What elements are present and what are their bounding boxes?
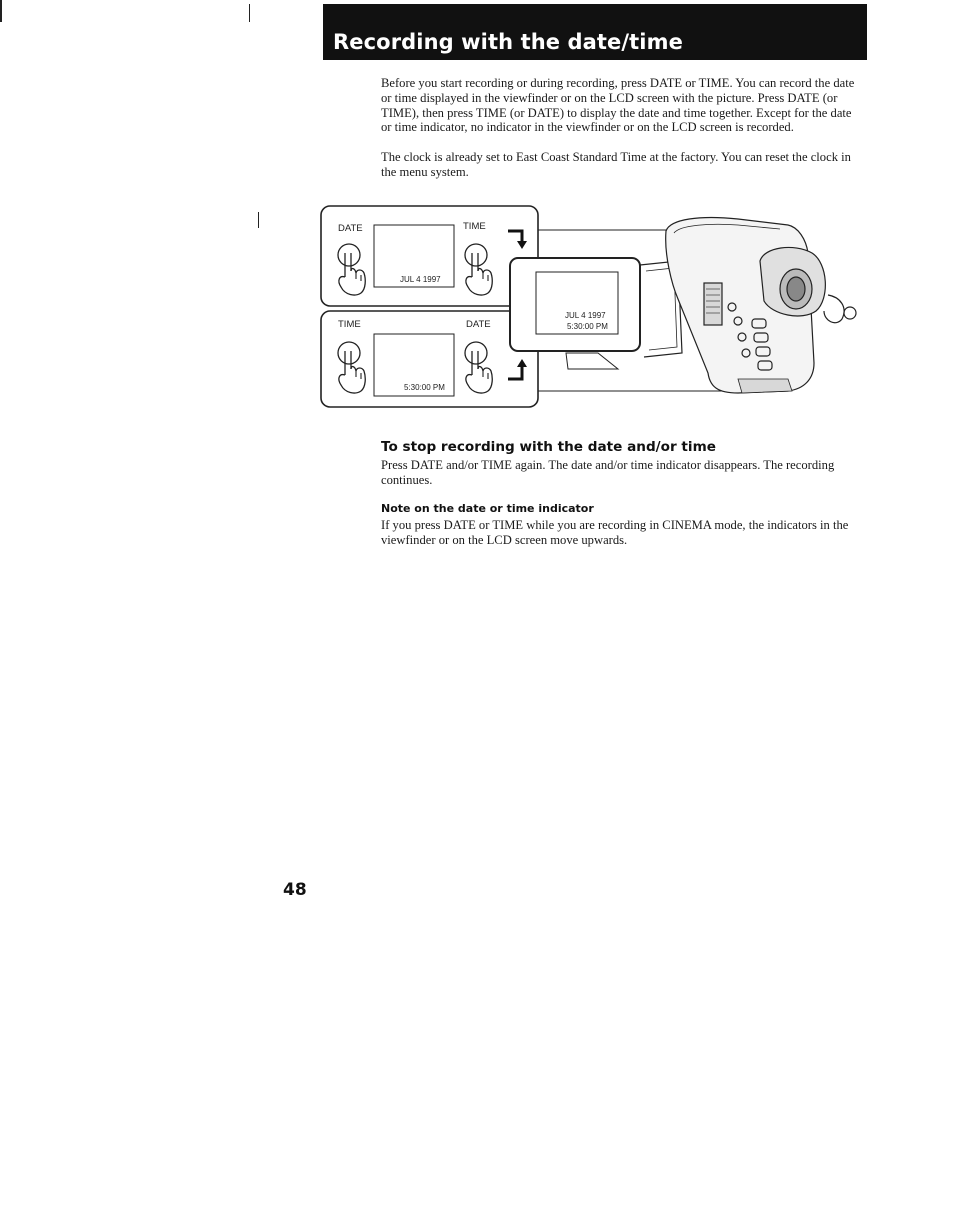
bottom-screen-time: 5:30:00 PM <box>404 383 445 392</box>
note-section-body: If you press DATE or TIME while you are recording in CINEMA mode, the indicators in the viewfinder or on the LCD screen move upwards. <box>381 518 849 547</box>
clock-paragraph: The clock is already set to East Coast Standard Time at the factory. You can reset the clock in the menu system. <box>381 150 851 179</box>
lcd-date-readout: JUL 4 1997 <box>565 311 606 320</box>
scan-mark-middle <box>258 212 259 228</box>
stop-section-heading: To stop recording with the date and/or time <box>381 439 716 455</box>
bottom-date-label: DATE <box>466 319 491 330</box>
lcd-time-readout: 5:30:00 PM <box>567 322 608 331</box>
scan-mark-left <box>0 0 2 22</box>
intro-paragraph: Before you start recording or during recording, press DATE or TIME. You can record the date or time displayed in the viewfinder or on the LCD screen with the picture. Press DATE (or TIME), then press TIME (or DATE) to display the date and time together. Except for the date or time indicator, no indicator in the viewfinder or on the LCD screen is recorded. <box>381 76 855 135</box>
top-date-label: DATE <box>338 223 363 234</box>
page-title-bar <box>323 4 867 60</box>
date-time-illustration <box>318 203 866 408</box>
bottom-time-label: TIME <box>338 319 361 330</box>
scan-mark-center <box>249 4 250 22</box>
stop-section-body: Press DATE and/or TIME again. The date and/or time indicator disappears. The recording continues. <box>381 458 835 487</box>
top-screen-date: JUL 4 1997 <box>400 275 441 284</box>
page-title: Recording with the date/time <box>333 30 683 54</box>
page-number: 48 <box>283 880 307 900</box>
note-section-heading: Note on the date or time indicator <box>381 502 594 515</box>
top-time-label: TIME <box>463 221 486 232</box>
illustration-drawing <box>318 203 866 408</box>
